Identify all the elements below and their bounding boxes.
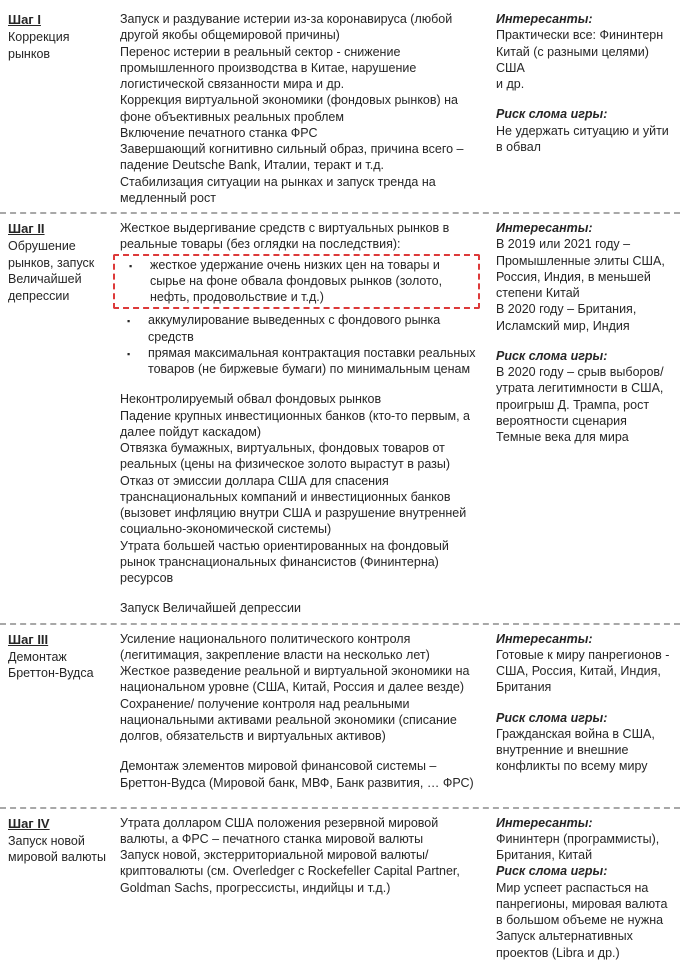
risk-text: Гражданская война в США, внутренние и внешние конфликты по всему миру [496, 726, 655, 774]
bullet-icon: ▪ [129, 260, 133, 271]
section-step-4 [0, 809, 680, 967]
risk-text: Не удержать ситуацию и уйти в обвал [496, 123, 669, 154]
body-paragraph: Неконтролируемый обвал фондовых рынков [120, 392, 382, 407]
step-3-stakeholders-column [488, 631, 680, 801]
step-2-subtitle: Обрушение рынков, запуск Величайшей депрессии [8, 239, 95, 303]
bullet-text: жесткое удержание очень низких цен на товары и сырье на фоне обвала фондовых рынков (золото, нефть, продовольствие и т.д.) [150, 257, 443, 304]
stakeholders-text: Фининтерн (программисты), Британия, Китай [496, 831, 660, 862]
step-4-body-column [120, 815, 488, 961]
bullet-text: аккумулирование выведенных с фондового рынка средств [148, 313, 441, 344]
bullet-item [120, 345, 480, 378]
body-paragraph: Жесткое разведение реальной и виртуальной экономики на национальном уровне (США, Китай, Россия и далее везде) [120, 664, 470, 695]
step-3-label-column [0, 631, 120, 801]
body-paragraph: Отвязка бумажных, виртуальных, фондовых товаров от реальных (цены на физическое золото вырастут в разы) [120, 441, 451, 472]
stakeholders-heading: Интересанты: [496, 221, 593, 235]
body-paragraph: Запуск новой, экстерриториальной мировой валюты/ криптовалюты (см. Overledger с Rockefeller Capital Partner, Goldman Sachs, прогрессисты, индийцы и т.д.) [120, 848, 460, 895]
risk-text: В 2020 году – срыв выборов/ утрата легитимности в США, проигрыш Д. Трампа, рост вероятности сценария Темные века для мира [496, 365, 664, 444]
body-paragraph: Жесткое выдергивание средств с виртуальных рынков в реальные товары (без оглядки на последствия): [120, 221, 450, 252]
body-paragraph: Сохранение/ получение контроля над реальными национальными активами реальной экономики (списание долгов, обязательств и виртуальных активов) [120, 696, 457, 743]
step-1-body-column [120, 11, 488, 206]
stakeholders-text: США [496, 60, 525, 75]
body-paragraph: Запуск и раздувание истерии из-за коронавируса (любой другой якобы общемировой причины) [120, 12, 453, 43]
step-4-title: Шаг IV [8, 815, 50, 831]
step-1-subtitle: Коррекция рынков [8, 30, 70, 61]
step-1-title: Шаг I [8, 12, 41, 27]
risk-text: Мир успеет распасться на панрегионы, мировая валюта в большом объеме не нужна [496, 880, 668, 927]
section-step-3 [0, 625, 680, 807]
stakeholders-heading: Интересанты: [496, 12, 593, 26]
step-2-label-column [0, 220, 120, 617]
step-1-stakeholders-column [488, 11, 680, 206]
highlight-box-bullet-item [113, 254, 480, 310]
body-paragraph: Усиление национального политического контроля (легитимация, закрепление власти на несколько лет) [120, 631, 430, 662]
bullet-text: прямая максимальная контрактация поставки реальных товаров (не биржевые бумаги) по минимальным ценам [148, 345, 476, 376]
stakeholders-heading: Интересанты: [496, 631, 593, 646]
body-paragraph: Демонтаж элементов мировой финансовой системы – Бреттон-Вудса (Мировой банк, МВФ, Банк развития, … ФРС) [120, 759, 474, 790]
risk-heading: Риск слома игры: [496, 107, 608, 122]
stakeholders-text: В 2020 году – Британия, Исламский мир, Индия [496, 302, 637, 333]
body-paragraph: Запуск Величайшей депрессии [120, 601, 301, 616]
body-paragraph: Утрата большей частью ориентированных на фондовый рынок транснациональных финансистов (Фининтерна) ресурсов [120, 538, 449, 585]
body-paragraph: Перенос истерии в реальный сектор - снижение промышленного производства в Китае, нарушение логистической связанности мира и др. [120, 44, 417, 91]
step-2-stakeholders-column [488, 220, 680, 617]
body-paragraph: Завершающий когнитивно сильный образ, причина всего – падение Deutsche Bank, Италии, теракт и т.д. [120, 142, 464, 173]
section-step-2 [0, 214, 680, 623]
stakeholders-text: Готовые к миру панрегионов - США, Россия, Китай, Индия, Британия [496, 647, 670, 695]
body-paragraph: Утрата долларом США положения резервной мировой валюты, а ФРС – печатного станка мировой валюты [120, 815, 439, 846]
step-4-subtitle: Запуск новой мировой валюты [8, 833, 106, 865]
risk-heading: Риск слома игры: [496, 348, 608, 363]
step-1-label-column [0, 11, 120, 206]
step-3-body-column [120, 631, 488, 801]
stakeholders-heading: Интересанты: [496, 815, 593, 830]
body-paragraph: Стабилизация ситуации на рынках и запуск тренда на медленный рост [120, 174, 436, 205]
risk-text: Запуск альтернативных проектов (Libra и др.) [496, 929, 633, 960]
step-3-title: Шаг III [8, 631, 49, 647]
body-paragraph: Падение крупных инвестиционных банков (кто-то первым, а далее пойдут каскадом) [120, 408, 470, 439]
section-step-1 [0, 5, 680, 212]
step-2-body-column [120, 220, 488, 617]
risk-heading: Риск слома игры: [496, 710, 608, 725]
bullet-icon: ▪ [127, 348, 131, 359]
step-3-subtitle: Демонтаж Бреттон-Вудса [8, 649, 94, 681]
stakeholders-text: Китай (с разными целями) [496, 44, 649, 59]
stakeholders-text: Практически все: Фининтерн [496, 28, 664, 43]
bullet-item [120, 312, 480, 345]
risk-heading: Риск слома игры: [496, 864, 608, 879]
body-paragraph: Включение печатного станка ФРС [120, 125, 318, 140]
stakeholders-text: В 2019 или 2021 году – Промышленные элиты США, Россия, Индия, в меньшей степени Китай [496, 237, 665, 300]
step-2-title: Шаг II [8, 221, 45, 236]
step-4-stakeholders-column [488, 815, 680, 961]
body-paragraph: Коррекция виртуальной экономики (фондовых рынков) на фоне объективных реальных проблем [120, 93, 459, 124]
body-paragraph: Отказ от эмиссии доллара США для спасения транснациональных компаний и инвестиционных банков (вызовет инфляцию внутри США и разрушение внутренней социально-экономической системы) [120, 473, 467, 537]
step-4-label-column [0, 815, 120, 961]
bullet-icon: ▪ [127, 316, 131, 327]
stakeholders-text: и др. [496, 77, 525, 91]
